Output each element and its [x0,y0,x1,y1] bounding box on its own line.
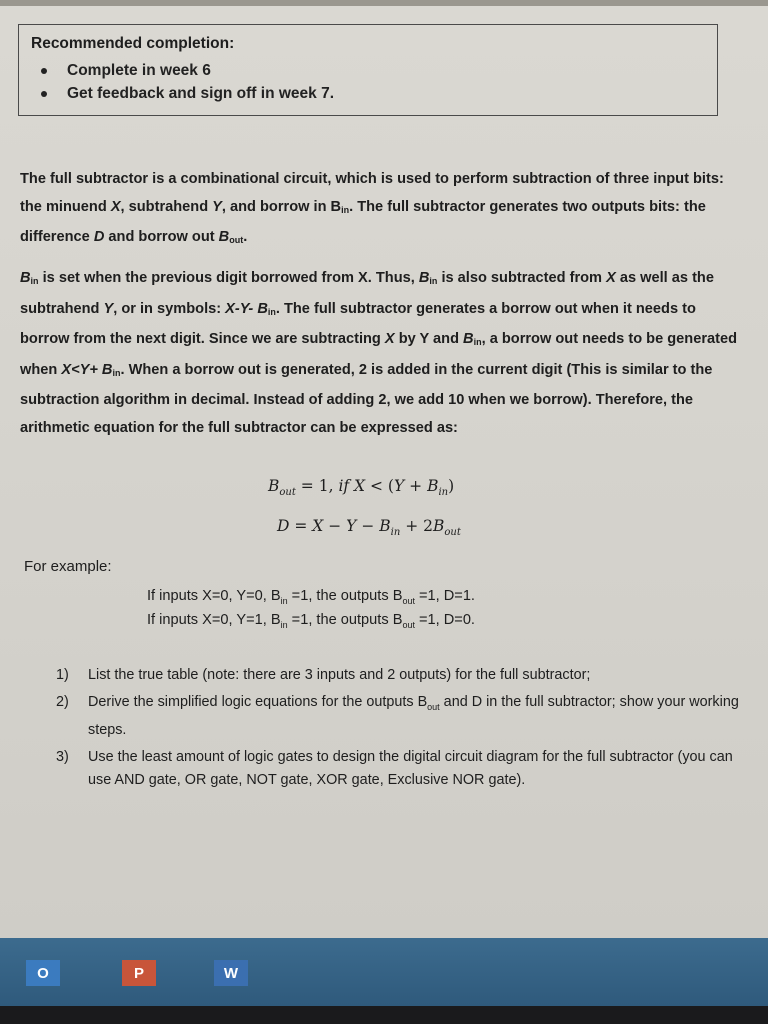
outlook-icon[interactable]: O [26,960,60,986]
task-list [56,664,756,796]
document-page [0,6,768,938]
task-item: 1) List the true table (note: there are 3 inputs and 2 outputs) for the full subtractor; [56,667,591,683]
intro-paragraph: The full subtractor is a combinational circuit, which is used to perform subtraction of three input bits: the minuend X, subtrahend Y, and borrow in $B_{in}$. The full subtractor generates two outputs bits: the difference D and borrow out $B_{out}$. [20,171,724,245]
example-label: For example: [24,558,112,575]
recommended-completion-box [18,24,718,116]
bullet-icon [41,68,47,74]
taskbar [0,938,768,1006]
equation-borrow-out: $B_{out} = 1$, if $X < (Y + B_{in})$ [268,477,455,499]
monitor-bezel-bottom [0,1006,768,1024]
recommended-item: Get feedback and sign off in week 7. [67,82,705,105]
example-line: If inputs X=0, Y=0, $B_{in} =1$, the outputs $B_{out} =1$, D=1. [147,588,475,606]
bullet-icon [41,91,47,97]
task-item: 2) Derive the simplified logic equations for the outputs $B_{out}$ and D in the full subtractor; show your working steps. [56,694,739,738]
word-icon[interactable]: W [214,960,248,986]
recommended-list [31,59,705,105]
task-item: 3) Use the least amount of logic gates to design the digital circuit diagram for the full subtractor (you can use AND gate, OR gate, NOT gate, XOR gate, Exclusive NOR gate). [56,748,733,788]
example-line: If inputs X=0, Y=1, $B_{in} =1$, the outputs $B_{out} =1$, D=0. [147,612,475,630]
powerpoint-icon[interactable]: P [122,960,156,986]
recommended-item: Complete in week 6 [67,59,705,82]
equation-difference: $D = X - Y - B_{in} + 2B_{out}$ [277,517,461,539]
recommended-title: Recommended completion: [31,35,235,52]
explanation-paragraph: $B_{in}$ is set when the previous digit borrowed from X. Thus, $B_{in}$ is also subtracted from X as well as the subtrahend Y, or in symbols: X-Y- $B_{in}$. The full subtractor generates a borrow out when it needs to borrow from the next digit. Since we are subtracting X by Y and $B_{in}$, a borrow out needs to be generated when $X<Y+ B_{in}$. When a borrow out is generated, 2 is added in the current digit (This is similar to the subtraction algorithm in decimal. Instead of adding 2, we add 10 when we borrow). Therefore, the arithmetic equation for the full subtractor can be expressed as: [20,270,738,436]
